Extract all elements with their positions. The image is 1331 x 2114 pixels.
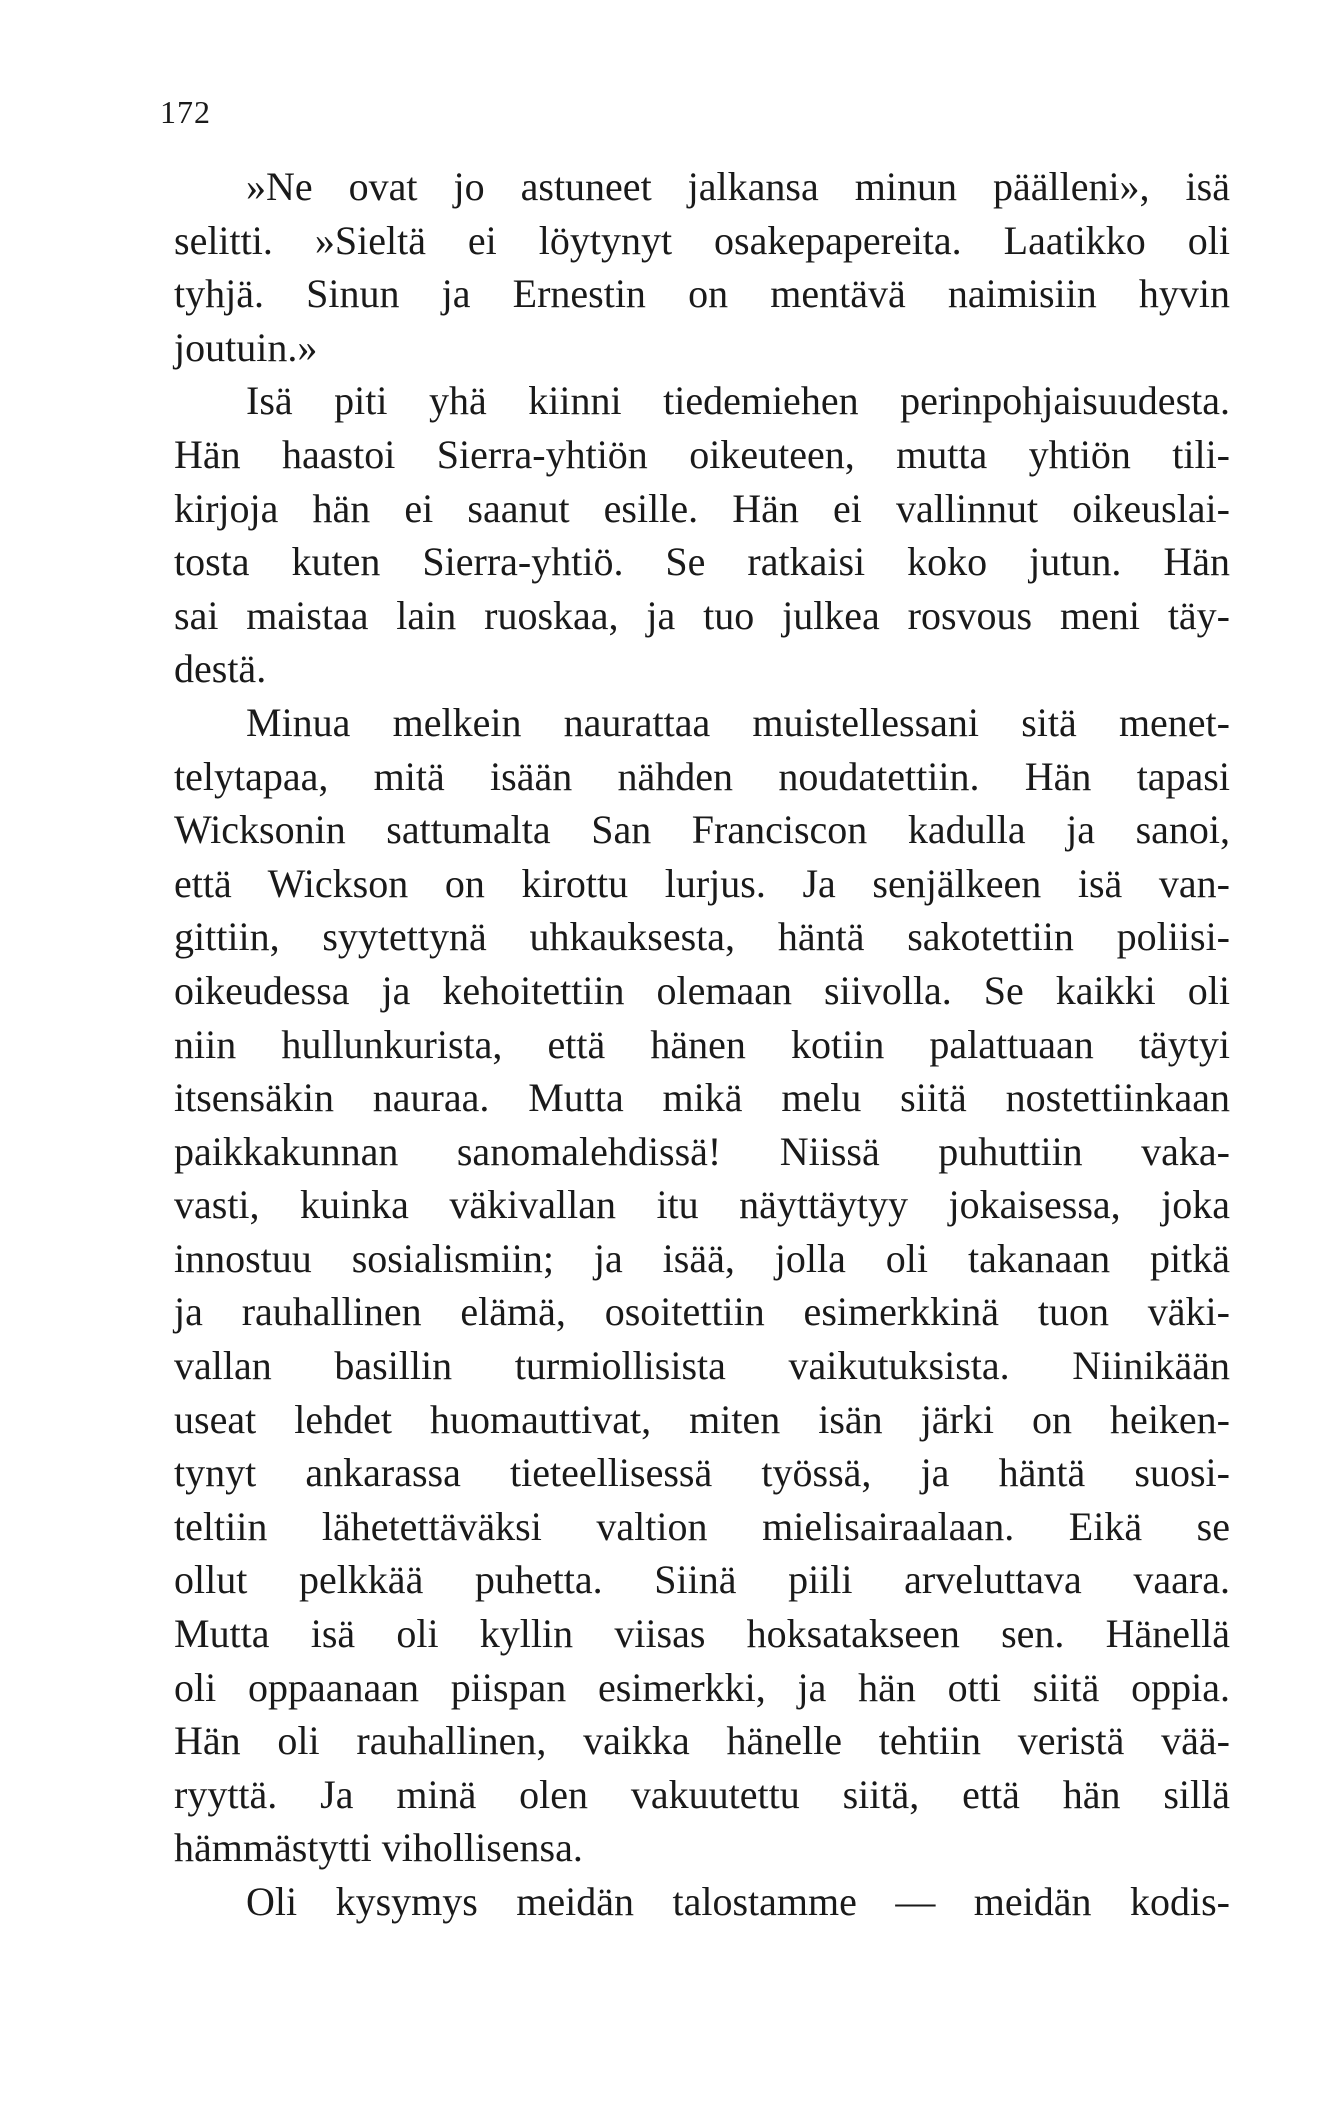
text-line: telytapaa, mitä isään nähden noudatettiin. Hän tapasi <box>174 753 1230 799</box>
text-line: Mutta isä oli kyllin viisas hoksatakseen sen. Hänellä <box>174 1611 1230 1657</box>
text-line: Wicksonin sattumalta San Franciscon kadulla ja sanoi, <box>174 807 1230 853</box>
text-line: Oli kysymys meidän talostamme — meidän kodis- <box>246 1879 1230 1924</box>
text-line: että Wickson on kirottu lurjus. Ja senjälkeen isä van- <box>174 860 1230 906</box>
text-line: tynyt ankarassa tieteellisessä työssä, ja häntä suosi- <box>174 1450 1230 1496</box>
text-line: selitti. »Sieltä ei löytynyt osakepapereita. Laatikko oli <box>174 217 1230 263</box>
text-line: »Ne ovat jo astuneet jalkansa minun päälleni», isä <box>246 164 1230 209</box>
text-line: vasti, kuinka väkivallan itu näyttäytyy jokaisessa, joka <box>174 1182 1230 1228</box>
body-text <box>174 160 1230 1929</box>
text-line: oli oppaanaan piispan esimerkki, ja hän otti siitä oppia. <box>174 1664 1230 1710</box>
text-line: itsensäkin nauraa. Mutta mikä melu siitä nostettiinkaan <box>174 1075 1230 1121</box>
text-line: tosta kuten Sierra-yhtiö. Se ratkaisi koko jutun. Hän <box>174 539 1230 585</box>
text-line: ollut pelkkää puhetta. Siinä piili arveluttava vaara. <box>174 1557 1230 1603</box>
text-line: Minua melkein naurattaa muistellessani sitä menet- <box>246 699 1230 745</box>
text-line: gittiin, syytettynä uhkauksesta, häntä sakotettiin poliisi- <box>174 914 1230 960</box>
text-line: Isä piti yhä kiinni tiedemiehen perinpohjaisuudesta. <box>246 378 1230 424</box>
text-line: ja rauhallinen elämä, osoitettiin esimerkkinä tuon väki- <box>174 1289 1230 1335</box>
text-line: vallan basillin turmiollisista vaikutuksista. Niinikään <box>174 1343 1230 1389</box>
text-line: sai maistaa lain ruoskaa, ja tuo julkea rosvous meni täy- <box>174 592 1230 638</box>
page-number: 172 <box>160 94 211 130</box>
text-line: kirjoja hän ei saanut esille. Hän ei vallinnut oikeuslai- <box>174 485 1230 531</box>
text-line: joutuin.» <box>174 324 318 370</box>
text-line: paikkakunnan sanomalehdissä! Niissä puhuttiin vaka- <box>174 1128 1230 1174</box>
text-line: Hän oli rauhallinen, vaikka hänelle tehtiin veristä vää- <box>174 1718 1230 1764</box>
text-line: innostuu sosialismiin; ja isää, jolla oli takanaan pitkä <box>174 1235 1230 1281</box>
text-line: Hän haastoi Sierra-yhtiön oikeuteen, mutta yhtiön tili- <box>174 431 1230 477</box>
text-line: hämmästytti vihollisensa. <box>174 1825 583 1871</box>
text-line: ryyttä. Ja minä olen vakuutettu siitä, että hän sillä <box>174 1771 1230 1817</box>
text-line: niin hullunkurista, että hänen kotiin palattuaan täytyi <box>174 1021 1230 1067</box>
text-line: useat lehdet huomauttivat, miten isän järki on heiken- <box>174 1396 1230 1442</box>
text-line: destä. <box>174 646 267 692</box>
text-line: tyhjä. Sinun ja Ernestin on mentävä naimisiin hyvin <box>174 271 1230 317</box>
text-line: teltiin lähetettäväksi valtion mielisairaalaan. Eikä se <box>174 1503 1230 1549</box>
text-line: oikeudessa ja kehoitettiin olemaan siivolla. Se kaikki oli <box>174 967 1230 1013</box>
